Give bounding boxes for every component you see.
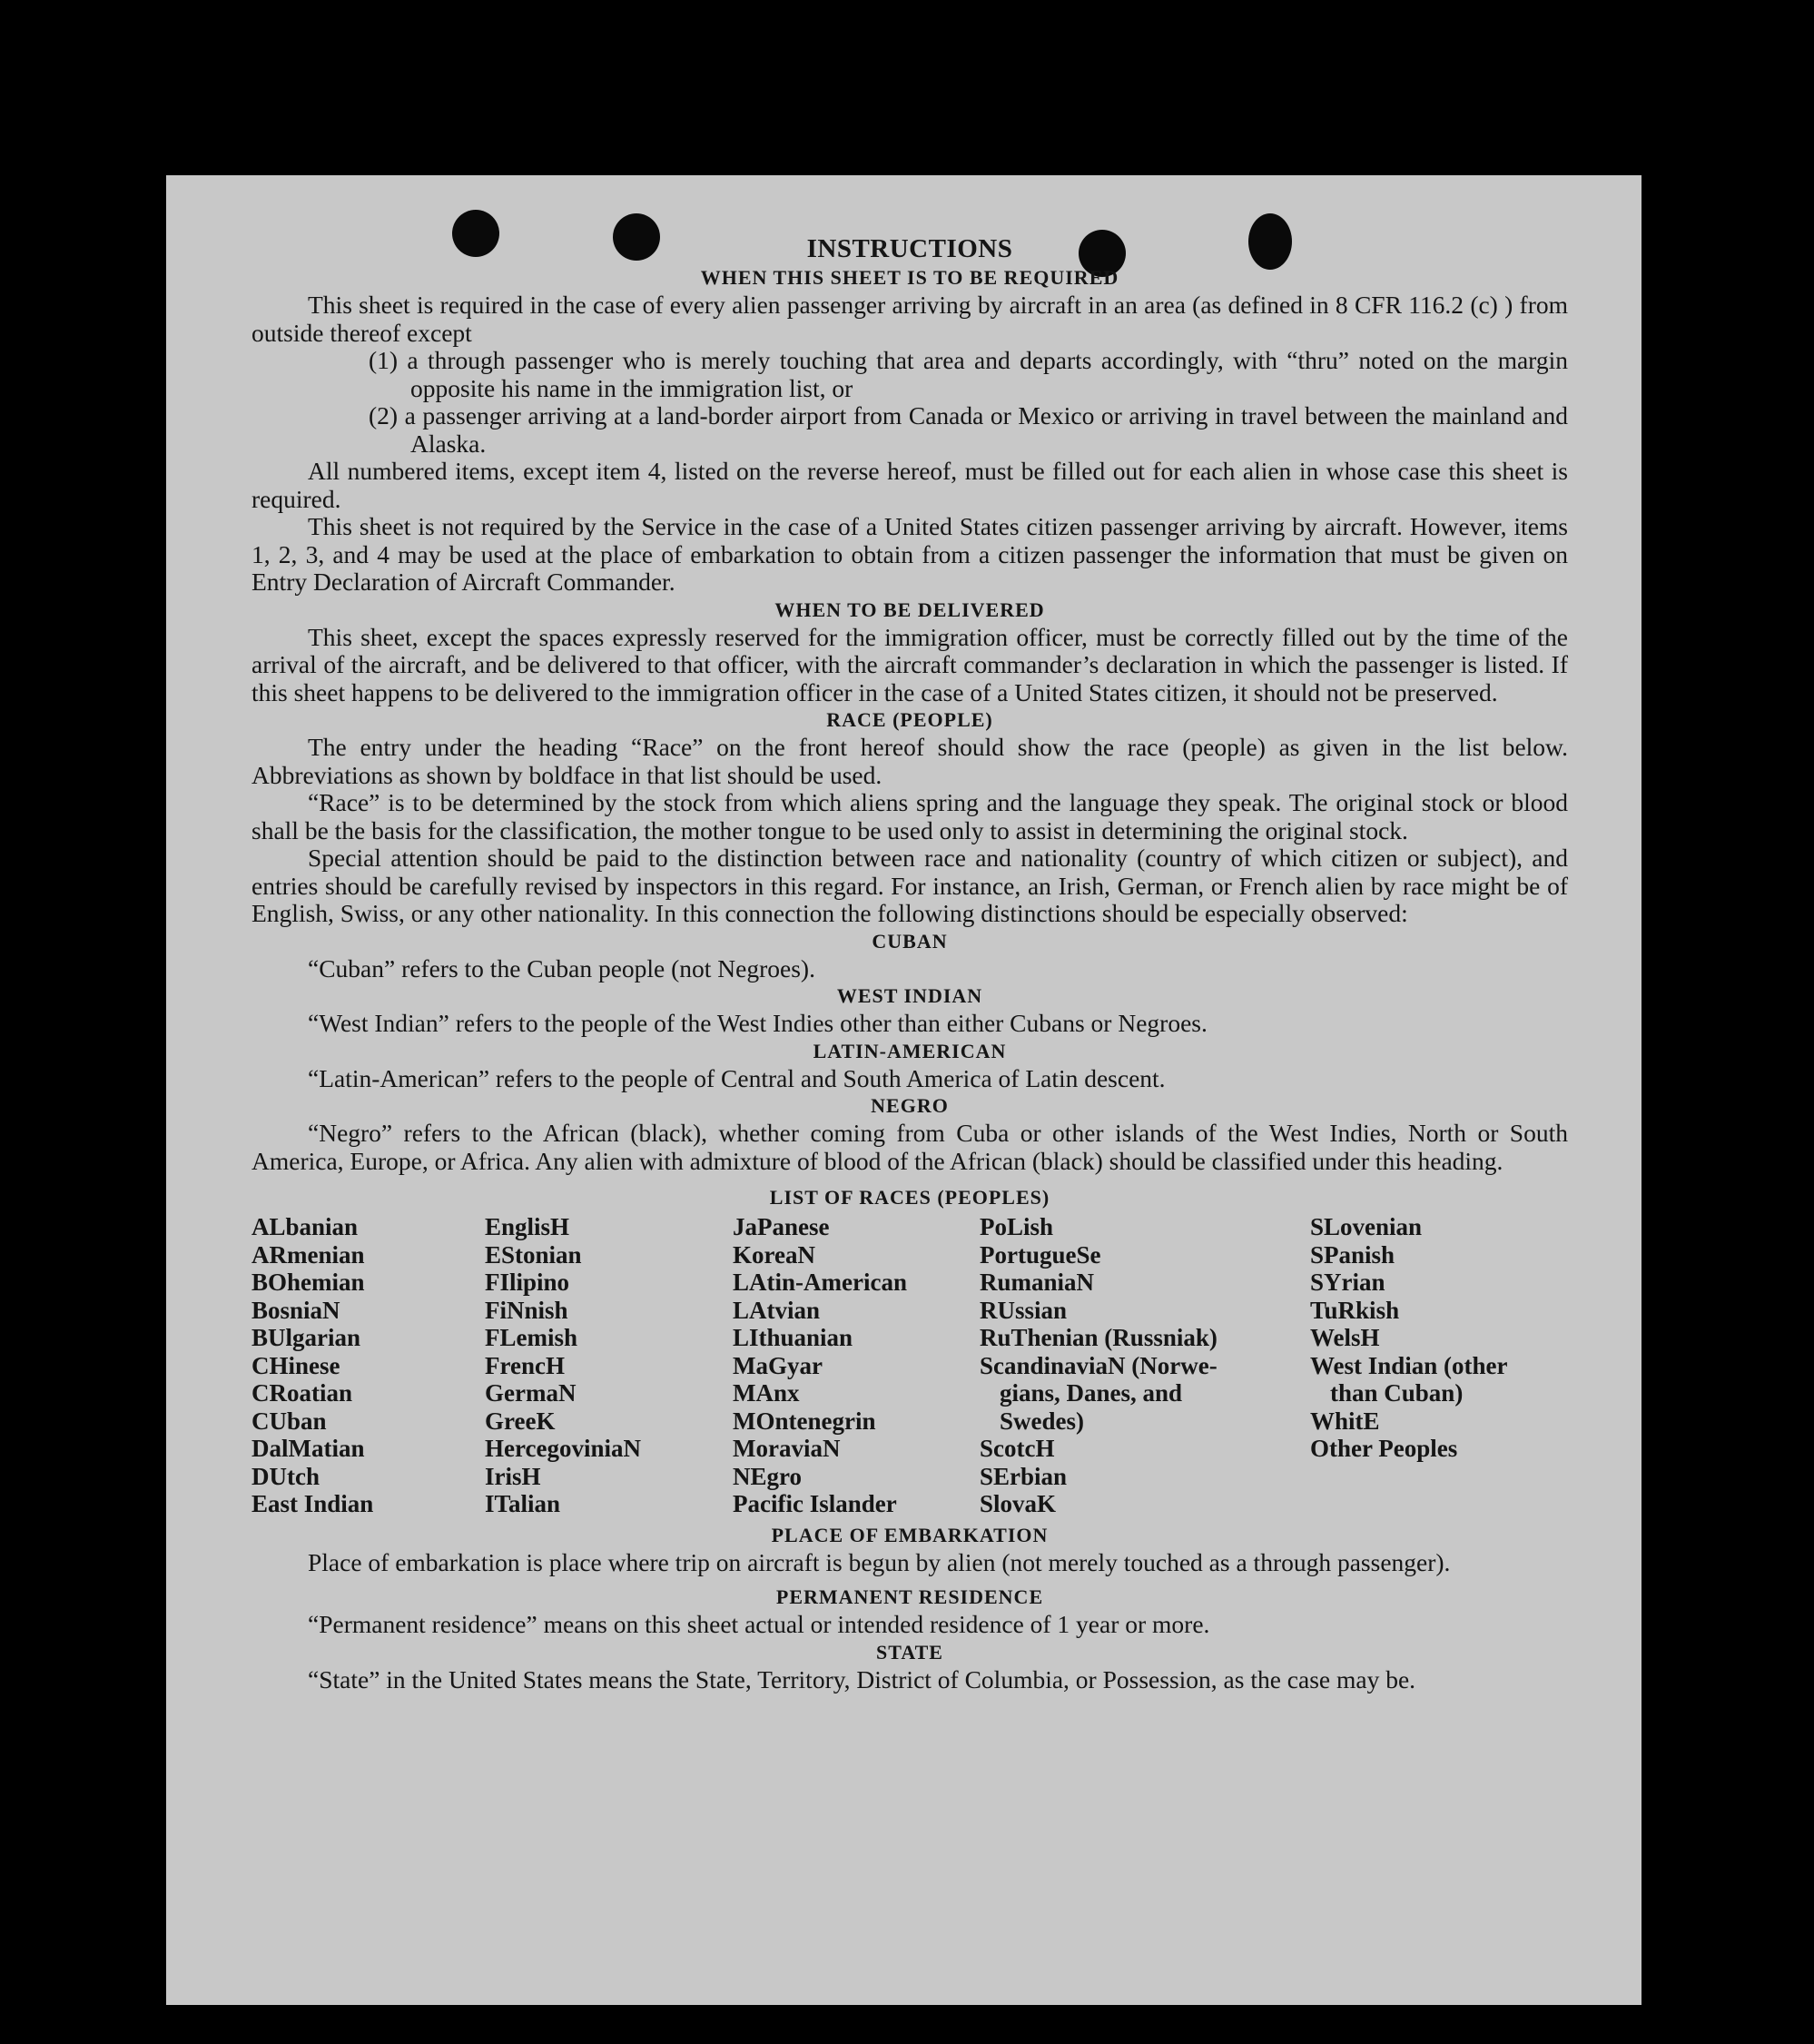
- section-heading-cuban: CUBAN: [872, 929, 948, 953]
- race-column: [1310, 1213, 1568, 1518]
- section-heading-when-delivered: WHEN TO BE DELIVERED: [774, 597, 1045, 621]
- list-item: (2) a passenger arriving at a land-border airport from Canada or Mexico or arriving in travel between the mainland and Alaska.: [369, 401, 1568, 458]
- race-entry: LAtvian: [733, 1296, 821, 1324]
- paragraph: Place of embarkation is place where trip on aircraft is begun by alien (not merely touched as a through passenger).: [308, 1547, 1451, 1576]
- race-entry: ITalian: [485, 1490, 561, 1517]
- paragraph: “Permanent residence” means on this sheet actual or intended residence of 1 year or more.: [308, 1610, 1210, 1638]
- race-entry: FLemish: [485, 1324, 578, 1351]
- list-item: (1) a through passenger who is merely touching that area and departs accordingly, with “thru” noted on the margin opposite his name in the immigration list, or: [369, 346, 1568, 402]
- race-entry: MAnx: [733, 1379, 800, 1407]
- race-entry: EStonian: [485, 1240, 582, 1269]
- section-heading-place-of-embarkation: PLACE OF EMBARKATION: [771, 1523, 1049, 1546]
- section-heading-state: STATE: [876, 1640, 943, 1664]
- race-entry-continued: gians, Danes, and: [1000, 1379, 1183, 1407]
- race-column: [980, 1213, 1310, 1518]
- race-entry: WelsH: [1310, 1324, 1380, 1351]
- paragraph: This sheet is not required by the Service in the case of a United States citizen passenger arriving by aircraft. However, items 1, 2, 3, and 4 may be used at the place of embarkation to obtain from a citizen passenger the information that must be given on Entry Declaration of Aircraft Commander.: [251, 512, 1568, 596]
- race-entry-continued: than Cuban): [1330, 1379, 1464, 1407]
- race-entry: SPanish: [1310, 1240, 1395, 1269]
- race-entry: ALbanian: [251, 1213, 359, 1240]
- paragraph: This sheet, except the spaces expressly reserved for the immigration officer, must be correctly filled out by the time of the arrival of the aircraft, and be delivered to that officer, with the aircraft commander’s declaration in which the passenger is listed. If this sheet happens to be delivered to the immigration officer in the case of a United States citizen, it should not be preserved.: [251, 622, 1568, 706]
- race-entry: SErbian: [980, 1462, 1068, 1490]
- race-column: [733, 1213, 980, 1518]
- paragraph: The entry under the heading “Race” on the front hereof should show the race (people) as given in the list below. Abbreviations as shown by boldface in that list should be used.: [251, 733, 1568, 789]
- paragraph: “West Indian” refers to the people of the West Indies other than either Cubans or Negroes.: [308, 1009, 1208, 1037]
- race-entry: IrisH: [485, 1462, 541, 1490]
- race-list: [251, 1213, 1568, 1518]
- race-entry: HercegoviniaN: [485, 1435, 641, 1462]
- race-entry: RumaniaN: [980, 1269, 1095, 1296]
- section-heading-list-of-races: LIST OF RACES (PEOPLES): [769, 1186, 1050, 1209]
- race-entry: DUtch: [251, 1462, 320, 1490]
- race-entry: MaGyar: [733, 1351, 823, 1379]
- race-entry: Pacific Islander: [733, 1490, 897, 1517]
- page-title: INSTRUCTIONS: [806, 234, 1013, 263]
- race-entry: SYrian: [1310, 1269, 1385, 1296]
- race-entry: NEgro: [733, 1462, 803, 1490]
- race-entry: East Indian: [251, 1490, 374, 1517]
- race-entry-continued: Swedes): [1000, 1407, 1084, 1435]
- race-entry: RUssian: [980, 1296, 1068, 1324]
- paragraph: This sheet is required in the case of every alien passenger arriving by aircraft in an area (as defined in 8 CFR 116.2 (c) ) from outside thereof except: [251, 291, 1568, 347]
- race-column: [485, 1213, 733, 1518]
- paragraph: All numbered items, except item 4, listed on the reverse hereof, must be filled out for each alien in whose case this sheet is required.: [251, 457, 1568, 513]
- race-column: [251, 1213, 485, 1518]
- race-entry: ARmenian: [251, 1240, 365, 1269]
- paragraph: “Cuban” refers to the Cuban people (not Negroes).: [308, 953, 815, 983]
- section-heading-negro: NEGRO: [871, 1094, 949, 1117]
- race-entry: BosniaN: [251, 1296, 340, 1324]
- section-heading-when-required: WHEN THIS SHEET IS TO BE REQUIRED: [700, 266, 1119, 289]
- paragraph: “Negro” refers to the African (black), whether coming from Cuba or other islands of the West Indies, North or South America, Europe, or Africa. Any alien with admixture of blood of the African (black) should be classified under this heading.: [251, 1119, 1568, 1175]
- race-entry: GermaN: [485, 1379, 577, 1407]
- race-entry: ScotcH: [980, 1435, 1055, 1462]
- paragraph: “Latin-American” refers to the people of Central and South America of Latin descent.: [308, 1063, 1166, 1092]
- section-heading-race: RACE (PEOPLE): [826, 708, 993, 731]
- race-entry: MoraviaN: [733, 1435, 841, 1462]
- section-heading-west-indian: WEST INDIAN: [836, 984, 983, 1007]
- paragraph: “State” in the United States means the State, Territory, District of Columbia, or Possession, as the case may be.: [308, 1664, 1416, 1693]
- section-heading-latin-american: LATIN-AMERICAN: [813, 1039, 1007, 1062]
- race-entry: TuRkish: [1310, 1296, 1400, 1324]
- race-entry: West Indian (other: [1310, 1351, 1508, 1379]
- race-entry: DalMatian: [251, 1435, 365, 1462]
- race-entry: CRoatian: [251, 1379, 353, 1407]
- paragraph: Special attention should be paid to the distinction between race and nationality (country of which citizen or subject), and entries should be carefully revised by inspectors in this regard. For instance, an Irish, German, or French alien by race might be of English, Swiss, or any other nationality. In this connection the following distinctions should be especially observed:: [251, 844, 1568, 927]
- race-entry: CUban: [251, 1407, 327, 1435]
- race-entry: KoreaN: [733, 1240, 815, 1269]
- race-entry: JaPanese: [733, 1213, 830, 1240]
- race-entry: CHinese: [251, 1351, 340, 1379]
- race-entry: Other Peoples: [1310, 1435, 1458, 1462]
- race-entry: EnglisH: [485, 1213, 570, 1240]
- race-entry: LAtin-American: [733, 1269, 907, 1296]
- section-heading-permanent-residence: PERMANENT RESIDENCE: [775, 1585, 1044, 1608]
- race-entry: SLovenian: [1310, 1213, 1423, 1240]
- race-entry: FiNnish: [485, 1296, 568, 1324]
- race-entry: SlovaK: [980, 1490, 1057, 1517]
- race-entry: GreeK: [485, 1407, 556, 1435]
- race-entry: BUlgarian: [251, 1324, 361, 1351]
- race-entry: WhitE: [1310, 1407, 1380, 1435]
- race-entry: LIthuanian: [733, 1324, 853, 1351]
- race-entry: PoLish: [980, 1213, 1054, 1240]
- race-entry: ScandinaviaN (Norwe-: [980, 1351, 1218, 1379]
- race-entry: MOntenegrin: [733, 1407, 876, 1435]
- race-entry: BOhemian: [251, 1269, 365, 1296]
- race-entry: FrencH: [485, 1351, 565, 1379]
- race-entry: PortugueSe: [980, 1240, 1101, 1269]
- race-entry: RuThenian (Russniak): [980, 1324, 1218, 1351]
- paragraph: “Race” is to be determined by the stock from which aliens spring and the language they speak. The original stock or blood shall be the basis for the classification, the mother tongue to be used only to assist in determining the original stock.: [251, 788, 1568, 844]
- document-page: [166, 175, 1641, 2005]
- race-entry: FIlipino: [485, 1269, 570, 1296]
- instructions-content: [251, 233, 1568, 1693]
